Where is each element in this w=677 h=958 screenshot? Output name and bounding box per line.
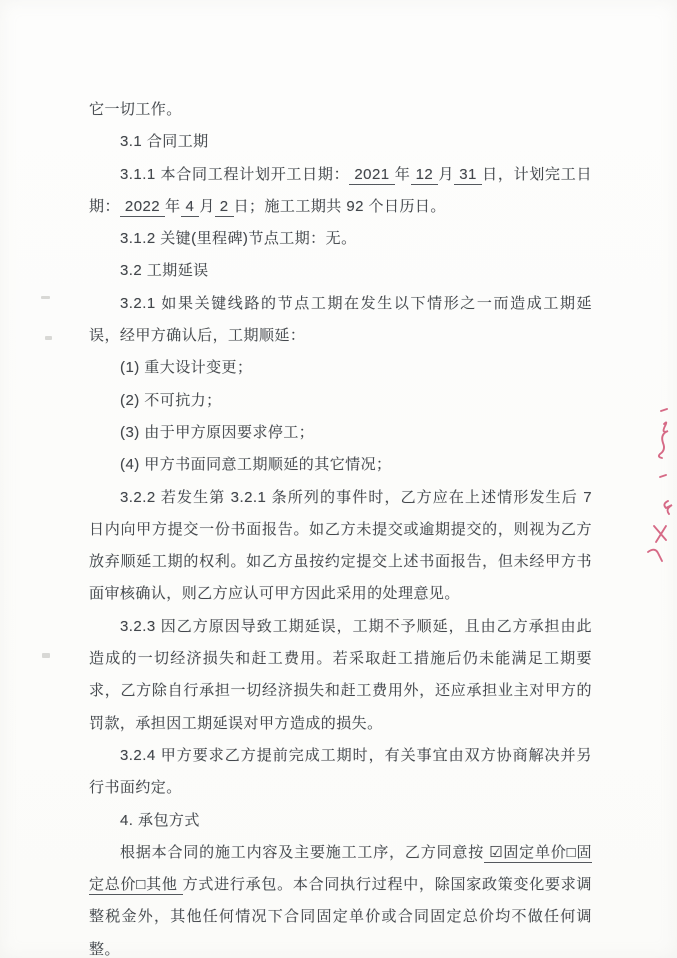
text-run: 3.2 工期延误 [120, 262, 209, 280]
text-run: 3.1 合同工期 [120, 133, 209, 151]
text-run: 3.2.1 如果关键线路的节点工期在发生以下情形之一而造成工期延误，经甲方确认后，工期顺延： [89, 294, 592, 345]
scan-speck [41, 296, 50, 299]
heading-4 [89, 805, 592, 837]
filled-blank-underlined: ☑固定单价□固定总价□其他 [89, 843, 592, 894]
text-run: (4) 甲方书面同意工期顺延的其它情况； [120, 456, 392, 474]
clause-3-1-2 [89, 223, 592, 255]
carryover-line [89, 94, 592, 126]
filled-blank-underlined: 4 [181, 198, 200, 217]
clause-3-2-4 [89, 740, 592, 805]
scan-speck [45, 336, 52, 340]
filled-blank-underlined: 31 [454, 166, 482, 185]
text-run: (2) 不可抗力； [120, 391, 222, 409]
text-run: 年 [165, 197, 181, 215]
text-run: 3.1.2 关键(里程碑)节点工期：无。 [120, 230, 357, 248]
filled-blank-underlined: 12 [411, 166, 439, 185]
heading-3-2 [89, 255, 592, 287]
text-run: (1) 重大设计变更； [120, 359, 253, 377]
list-item-4 [89, 449, 592, 481]
text-run: 它一切工作。 [89, 101, 182, 118]
text-run: 年 [394, 165, 411, 183]
text-run: 3.2.3 因乙方原因导致工期延误，工期不予顺延，且由乙方承担由此造成的一切经济损失和赶工费用。若采取赶工措施后仍未能满足工期要求，乙方除自行承担一切经济损失和赶工费用外，还应承担业主对甲方的罚款，承担因工期延误对甲方造成的损失。 [89, 617, 592, 732]
clause-3-2-1 [89, 288, 592, 353]
filled-blank-underlined: 2 [215, 198, 234, 217]
text-run: 日；施工工期共 92 个日历日。 [233, 197, 446, 215]
list-item-2 [89, 385, 592, 417]
text-run: 3.1.1 本合同工程计划开工日期： [120, 165, 350, 183]
handwritten-red-ink-marks [634, 400, 677, 572]
text-run: 4. 承包方式 [120, 811, 200, 829]
text-run: 3.2.4 甲方要求乙方提前完成工期时，有关事宜由双方协商解决并另行书面约定。 [89, 746, 592, 797]
heading-3-1 [89, 126, 592, 158]
scan-speck [42, 653, 50, 658]
contract-body [89, 94, 592, 958]
clause-3-1-1 [89, 159, 592, 224]
text-run: 月 [438, 165, 455, 183]
filled-blank-underlined: 2021 [349, 166, 394, 185]
text-run: 3.2.2 若发生第 3.2.1 条所列的事件时，乙方应在上述情形发生后 7 日内向甲方提交一份书面报告。如乙方未提交或逾期提交的，则视为乙方放弃顺延工期的权利。如乙方虽按约定提交上述书面报告，但未经甲方书面审核确认，则乙方应认可甲方因此采用的处理意见。 [89, 488, 592, 603]
clause-4-body [89, 837, 592, 958]
clause-3-2-3 [89, 611, 592, 740]
filled-blank-underlined: 2022 [120, 198, 165, 217]
text-run: 月 [199, 197, 215, 215]
text-run: 方式进行承包。本合同执行过程中，除国家政策变化要求调整税金外，其他任何情况下合同固定单价或合同固定总价均不做任何调整。 [89, 876, 592, 958]
text-run: (3) 由于甲方原因要求停工； [120, 423, 315, 441]
clause-3-2-2 [89, 482, 592, 611]
list-item-1 [89, 352, 592, 384]
text-run: 根据本合同的施工内容及主要施工工序，乙方同意按 [120, 843, 485, 861]
list-item-3 [89, 417, 592, 449]
text-run: 日，计划完工日期： [89, 165, 592, 215]
